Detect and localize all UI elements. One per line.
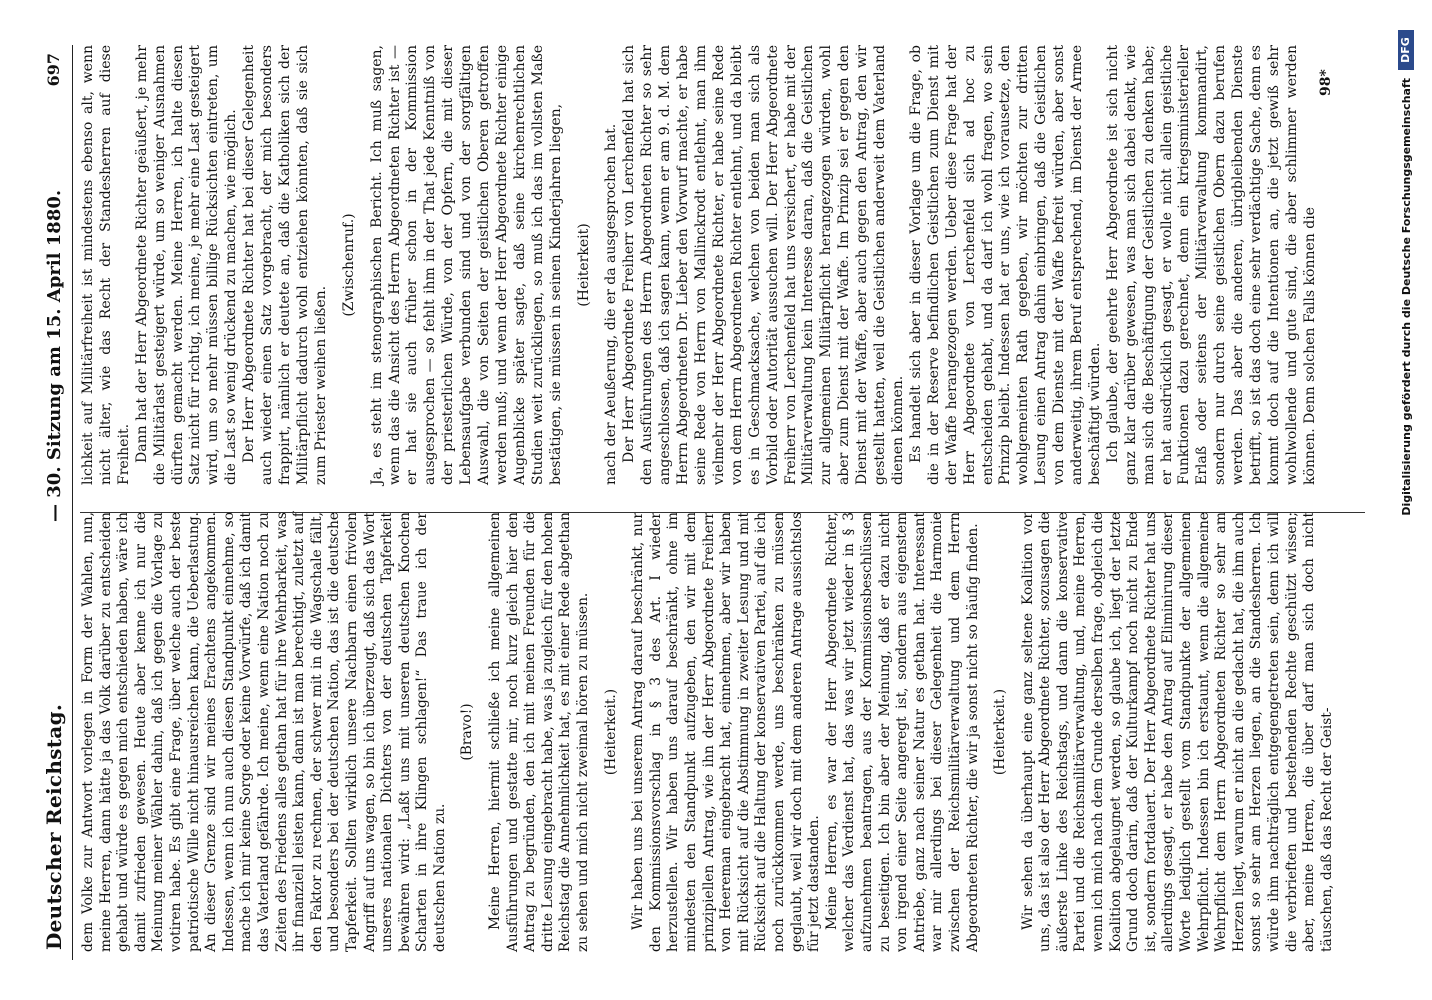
column-divider [80, 512, 1365, 513]
page-number: 697 [44, 53, 63, 87]
paragraph: Meine Herren, hiermit schließe ich meine allgemeinen Ausführungen und gestatte mir, noch kurz gleich hier den Antrag zu begründen, den ich mit meinen Freunden für die dritte Lesung eingebracht habe, was ja zugleich für den hohen Reichstag die Annehmlichkeit hat, es mit einer Rede abgethan zu sehen und mich nicht zweimal hören zu müssen. [487, 512, 592, 952]
footer-funding-note: Digitalisierung gefördert durch die Deutsche Forschungsgemeinschaft [1400, 78, 1413, 516]
interjection: (Heiterkeit.) [602, 688, 619, 776]
paragraph: Wir haben uns bei unserem Antrag darauf beschränkt, nur den Kommissionsvorschlag in § 3 des Art. I wieder herzustellen. Wir haben uns darauf beschränkt, ohne im mindesten den Standpunkt aufzugeben, den wir mit dem prinzipiellen Antrag, wie ihn der Herr Abgeordnete Freiherr von Heereman eingebracht hat, einnehmen, aber wir haben mit Rücksicht auf die Abstimmung in zweiter Lesung und mit Rücksicht auf die Haltung der konservativen Partei, auf die ich noch zurückkommen werde, uns beschränken zu müssen geglaubt, weil wir doch mit dem anderen Antrage aussichtslos für jetzt dastanden. [630, 512, 823, 952]
page-footer [1392, 20, 1422, 980]
publication-title: Deutscher Reichstag. [42, 703, 66, 950]
session-title: — 30. Sitzung am 15. April 1880. [44, 189, 65, 522]
paragraph: Der Herr Abgeordnete Richter hat bei dieser Gelegenheit auch wieder einen Satz vorgebracht, der mich besonders frappirt, nämlich er deutete an, daß die Katholiken sich der Militärpflicht dadurch wohl entziehen könnten, daß sie sich zum Priester weihen ließen. [241, 45, 329, 485]
interjection: (Zwischenruf.) [340, 213, 357, 317]
text-column-right [80, 45, 1320, 485]
paragraph: Es handelt sich aber in dieser Vorlage um die Frage, ob die in der Reserve befindlichen Geistlichen zum Dienst mit der Waffe herangezogen werden. Ueber diese Frage hat der Herr Abgeordnete von Lerchenfeld sich ad hoc zu entscheiden gehabt, und da darf ich wohl fragen, wo sein Prinzip bleibt. Indessen hat er uns, wie ich vorausetze, den wohlgemeinten Rath gegeben, wir möchten zur dritten Lesung einen Antrag dahin einbringen, daß die Geistlichen von dem Dienste mit der Waffe befreit würden, aber sonst anderweitig, ihrem Beruf entsprechend, im Dienst der Armee beschäftigt würden. [907, 45, 1103, 485]
paragraph: dem Volke zur Antwort vorlegen in Form der Wahlen, nun, meine Herren, dann hätte ja das Volk darüber zu entscheiden gehabt und würde es gegen mich entschieden haben, wäre ich damit zufrieden gewesen. Heute aber kenne ich nur die Meinung meiner Wähler dahin, daß ich gegen die Vorlage zu votiren habe. Es gibt eine Frage, über welche auch der beste patriotische Wille nicht hinausreichen kann, die Ueberlastung. An dieser Grenze sind wir meines Erachtens angekommen. Indessen, wenn ich nun auch diesen Standpunkt einnehme, so mache ich mir keine Sorge oder keine Vorwürfe, daß ich damit das Vaterland gefährde. Ich meine, wenn eine Nation noch zu Zeiten des Friedens alles gethan hat für ihre Wehrbarkeit, was ihr finanziell leisten kann, dann ist man berechtigt, zuletzt auf den Faktor zu rechnen, der schwer mit in die Wagschale fällt, und besonders bei der deutschen Nation, das ist die deutsche Tapferkeit. Sollten wirklich unsere Nachbarn einen frivolen Angriff auf uns wagen, so bin ich überzeugt, daß sich das Wort unseres nationalen Dichters von der deutschen Tapferkeit bewähren wird: „Laßt uns mit unseren deutschen Knochen Scharten in ihre Klingen schlagen!“ Das traue ich der deutschen Nation zu. [80, 512, 448, 952]
paragraph: nach der Aeußerung, die er da ausgesprochen hat. [603, 123, 620, 485]
paragraph: Der Herr Abgeordnete Freiherr von Lerchenfeld hat sich den Ausführungen des Herrn Abgeordneten Richter so sehr angeschlossen, daß ich sagen kann, wenn er am 9. d. M. dem Herrn Abgeordneten Dr. Lieber den Vorwurf machte, er habe seine Rede von Herrn von Mallinckrodt entlehnt, man ihm vielmehr der Herr Abgeordnete Richter, er habe seine Rede von dem Herrn Abgeordneten Richter entlehnt, und da bleibt es in Geschmacksache, welchen von beiden man sich als Vorbild oder Autorität aussuchen will. Der Herr Abgeordnete Freiherr von Lerchenfeld hat uns versichert, er habe mit der Militärverwaltung kein Interesse daran, daß die Geistlichen zur allgemeinen Militärpflicht herangezogen würden, wohl aber zum Dienst mit der Waffe. Im Prinzip sei er gegen den Dienst mit der Waffe, aber auch gegen den Antrag, den wir gestellt hatten, weil die Geistlichen anderweit dem Vaterland dienen können. [621, 45, 906, 485]
page-header [38, 45, 73, 960]
paragraph: Dann hat der Herr Abgeordnete Richter geäußert, je mehr die Militärlast gesteigert würde, um so weniger Ausnahmen dürften gemacht werden. Meine Herren, ich halte diesen Satz nicht für richtig, ich meine, je mehr eine Last gesteigert wird, um so mehr müssen billige Rücksichten eintreten, um die Last so wenig drückend zu machen, wie möglich. [133, 45, 240, 485]
interjection: (Heiterkeit) [575, 223, 592, 307]
paragraph: Ich glaube, der geehrte Herr Abgeordnete ist sich nicht ganz klar darüber gewesen, was man sich dabei denkt, wie man sich die Beschäftigung der Geistlichen zu denken habe; er hat ausdrücklich gesagt, er wolle nicht allein geistliche Funktionen dazu gerechnet, denn ein kriegsministerieller Erlaß oder seitens der Militärverwaltung kommandirt, sondern nur durch seine geistlichen Obern dazu berufen werden. Das aber die anderen, übrigbleibenden Dienste betrifft, so ist das doch eine sehr verdächtige Sache, denn es kommt doch auf die Intentionen an, die jetzt gewiß sehr wohlwollende und gute sind, die aber schlimmer werden können. Denn solchen Falls können die [1104, 45, 1318, 485]
interjection: (Heiterkeit.) [992, 688, 1009, 776]
paragraph: Meine Herren, es war der Herr Abgeordnete Richter, welcher das Verdienst hat, das was wir jetzt wieder in § 3 aufzunehmen beantragen, aus der Kommissionsbeschlüssen zu beseitigen. Ich bin aber der Meinung, daß er dazu nicht von irgend einer Seite angeregt ist, sondern aus eigenstem Antriebe, ganz nach seiner Natur es gethan hat. Interessant war mir allerdings bei dieser Gelegenheit die Harmonie zwischen der Reichsmilitärverwaltung und dem Herrn Abgeordneten Richter, die wir ja sonst nicht so häufig finden. [823, 512, 981, 952]
paragraph: lichkeit auf Militärfreiheit ist mindestens ebenso alt, wenn nicht älter, wie das Recht der Standesherren auf diese Freiheit. [80, 45, 132, 485]
signature-mark: 98* [1318, 69, 1334, 96]
interjection: (Bravo!) [459, 703, 476, 761]
text-column-left [80, 512, 1336, 952]
paragraph: Wir sehen da überhaupt eine ganz seltene Koalition vor uns, das ist also der Herr Abgeordnete Richter, sozusagen die äußerste Linke des Reichstags, und dann die konservative Partei und die Reichsmilitärverwaltung, und, meine Herren, wenn ich mich nach dem Grunde derselben frage, obgleich die Koalition abgelaugnet werden, so glaube ich, liegt der letzte Grund doch darin, daß der Kulturkampf noch nicht zu Ende ist, sondern fortdauert. Der Herr Abgeordnete Richter hat uns allerdings gesagt, er habe den Antrag auf Eliminirung dieser Worte lediglich gestellt vom Standpunkte der allgemeinen Wehrpflicht. Indessen bin ich erstaunt, wenn die allgemeine Wehrpflicht dem Herrn Abgeordneten Richter so sehr am Herzen liegt, warum er nicht an die gedacht hat, die ihm auch sonst so sehr am Herzen liegen, an die Standesherren. Ich würde ihm nachträglich entgegengetreten sein, denn ich will die verbrieften und bestehenden Rechte geschützt wissen; aber, meine Herren, die über darf man sich doch nicht täuschen, daß das Recht der Geist- [1019, 512, 1335, 952]
dfg-logo: DFG [1398, 30, 1414, 70]
paragraph: Ja, es steht im stenographischen Bericht. Ich muß sagen, wenn das die Ansicht des Herrn Abgeordneten Richter ist — er hat sie auch früher schon in der Kommission ausgesprochen — so fehlt ihm in der That jede Kenntniß von der priesterlichen Würde, von der Opfern, die mit dieser Lebensaufgabe verbunden sind und von der sorgfältigen Auswahl, die von Seiten der geistlichen Oberen getroffen werden muß; und wenn der Herr Abgeordnete Richter einige Augenblicke später sagte, daß seine kirchenrechtlichen Studien weit zurückliegen, so muß ich das im vollsten Maße bestätigen, sie müssen in seinen Kinderjahren liegen, [368, 45, 564, 485]
